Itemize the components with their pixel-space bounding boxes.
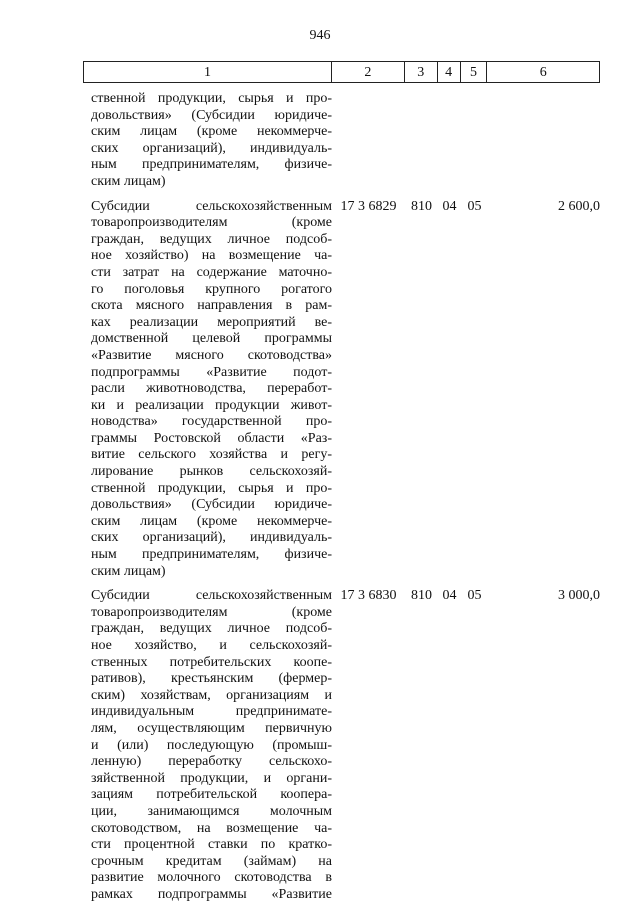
section: 04: [442, 588, 457, 604]
description-line: сти процентной ставки по кратко-: [91, 837, 332, 853]
description-line: скотоводством, на возмещение ча-: [91, 820, 332, 836]
description-line: рамках подпрограммы «Развитие: [91, 886, 332, 902]
description-line: Субсидии сельскохозяйственным: [91, 198, 332, 214]
description-line: граммы Ростовской области «Раз-: [91, 430, 332, 446]
description-line: ции, занимающимся молочным: [91, 803, 332, 819]
description-line: домственной целевой программы: [91, 331, 332, 347]
description-line: индивидуальным предпринимате-: [91, 704, 332, 720]
description-line: товаропроизводителям (кроме: [91, 604, 332, 620]
target-article-code: 17 3 6829: [340, 198, 397, 214]
description-line: ным предпринимателям, физиче-: [91, 157, 332, 173]
description-line: ное хозяйство) на возмещение ча-: [91, 248, 332, 264]
budget-table: [83, 61, 600, 904]
description-line: новодства» государственной про-: [91, 414, 332, 430]
subsection: 05: [467, 588, 482, 604]
description-line: ским) хозяйствам, организациям и: [91, 687, 332, 703]
description-line: ским лицам (кроме некоммерче-: [91, 513, 332, 529]
description-line: расли животноводства, переработ-: [91, 381, 332, 397]
table-body: [83, 91, 600, 904]
expense-type: 810: [411, 588, 432, 604]
subsection: 05: [467, 198, 482, 214]
table-row: [83, 91, 600, 191]
table-header: [83, 61, 600, 83]
description-line: ских организаций), индивидуаль-: [91, 530, 332, 546]
amount: 2 600,0: [558, 198, 600, 214]
description-line: Субсидии сельскохозяйственным: [91, 588, 332, 604]
section: 04: [442, 198, 457, 214]
description-line: ным предпринимателям, физиче-: [91, 547, 332, 563]
description-line: ских организаций), индивидуаль-: [91, 140, 332, 156]
description-line: и (или) последующую (промыш-: [91, 737, 332, 753]
description-line: зациям потребительской коопера-: [91, 787, 332, 803]
description-line: лирование рынков сельскохозяй-: [91, 464, 332, 480]
description-line: «Развитие мясного скотоводства»: [91, 347, 332, 363]
description-line: товаропроизводителям (кроме: [91, 215, 332, 231]
description-line: ственной продукции, сырья и про-: [91, 91, 332, 106]
header-col-1: 1: [84, 62, 332, 82]
description-line: ственных потребительских коопе-: [91, 654, 332, 670]
section: [438, 91, 461, 191]
description-line: ках реализации мероприятий ве-: [91, 314, 332, 330]
expense-type: [405, 91, 438, 191]
description-line: лям, осуществляющим первичную: [91, 720, 332, 736]
description-line: ное хозяйство, и сельскохозяй-: [91, 638, 332, 653]
header-col-4: 4: [438, 62, 461, 82]
description-line: ленную) переработку сельскохо-: [91, 754, 332, 770]
row-description: [83, 588, 332, 903]
description-line: ским лицам): [91, 173, 166, 189]
description-line: сти затрат на содержание маточно-: [91, 264, 332, 280]
description-line: скота мясного направления в рам-: [91, 298, 332, 314]
row-description: [83, 199, 332, 581]
description-line: ки и реализации продукции живот-: [91, 397, 332, 413]
description-line: развитие молочного скотоводства в: [91, 870, 332, 886]
amount: 3 000,0: [558, 588, 600, 604]
header-col-2: 2: [332, 62, 405, 82]
row-description: [83, 91, 332, 191]
table-row: [83, 588, 600, 903]
description-line: ственной продукции, сырья и про-: [91, 480, 332, 496]
amount: [488, 91, 600, 191]
header-col-6: 6: [539, 65, 547, 80]
table-row: [83, 199, 600, 581]
description-line: подпрограммы «Развитие подот-: [91, 364, 332, 380]
description-line: зяйственной продукции, и органи-: [91, 770, 332, 786]
description-line: ским лицам): [91, 563, 166, 579]
header-col-3: 3: [405, 62, 438, 82]
header-col-5: 5: [461, 62, 488, 82]
target-article-code: [332, 91, 405, 191]
target-article-code: 17 3 6830: [340, 588, 397, 604]
description-line: довольствия» (Субсидии юридиче-: [91, 107, 332, 123]
description-line: ративов), крестьянским (фермер-: [91, 671, 332, 687]
subsection: [461, 91, 488, 191]
description-line: довольствия» (Субсидии юридиче-: [91, 497, 332, 513]
description-line: го поголовья крупного рогатого: [91, 281, 332, 297]
page-number: 946: [309, 28, 331, 43]
description-line: ским лицам (кроме некоммерче-: [91, 124, 332, 140]
description-line: срочным кредитам (займам) на: [91, 853, 332, 869]
description-line: граждан, ведущих личное подсоб-: [91, 621, 332, 637]
expense-type: 810: [411, 198, 432, 214]
description-line: граждан, ведущих личное подсоб-: [91, 231, 332, 247]
description-line: витие сельского хозяйства и регу-: [91, 447, 332, 463]
